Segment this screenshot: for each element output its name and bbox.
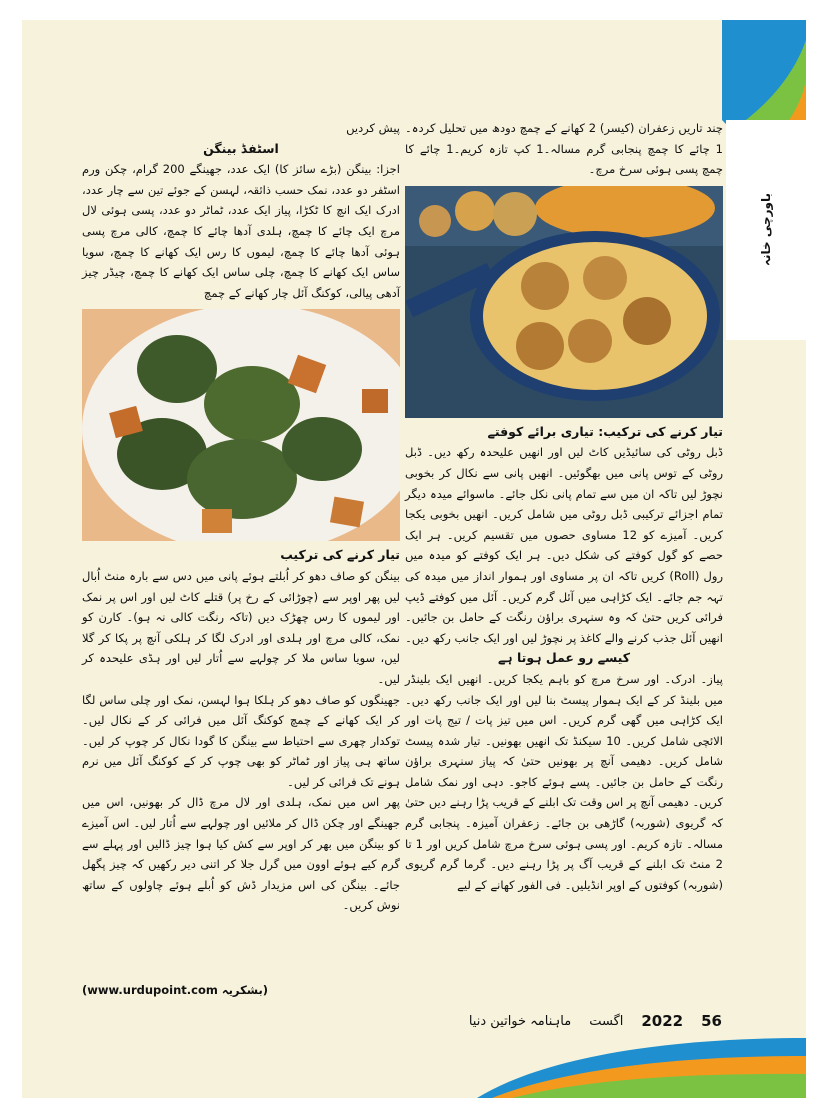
section-label: باورچی خانہ (759, 193, 773, 267)
magazine-name: ماہنامہ خواتین دنیا (468, 1013, 572, 1029)
page-footer (462, 1006, 722, 1036)
left-column (82, 118, 400, 916)
ingredients-continued: چند تاریں زعفران (کیسر) 2 کھانے کے چمچ دودھ میں تحلیل کردہ۔1 چائے کا چمچ پنجابی گرم مسالہ۔1 کپ تازہ کریم۔1 چائے کا چمچ پسی ہوئی سرخ مرچ۔ (405, 121, 723, 177)
brinjal-method-step-1: بینگن کو صاف دھو کر اُبلتے ہوئے پانی میں دس سے بارہ منٹ اُبال لیں پھر اوپر سے (چوڑائی کے رخ پر) قتلے کاٹ لیں اور اس پر نمک اور لیموں کا رس چھڑک دیں (تاکہ رنگت کالی نہ ہو)۔ کارن کو نمک، کالی مرچ اور ہلدی اور ادرک لگا کر ہلکی آنچ پر پکا کر گلا لیں، سویا ساس ملا کر چولہے سے اُتار لیں اور ہڈی علیحدہ کر لیں۔ (82, 568, 400, 686)
dish-title: اسٹفڈ بینگن (203, 140, 279, 156)
brinjal-method-step-3: پھر اس میں نمک، ہلدی اور لال مرچ ڈال کر بھونیں، اس میں جھینگے اور چکن ڈال کر ملائیں اور چولہے سے اُتار لیں۔ اس آمیزے کو بینگن میں بھر کر اوپر سے کش کیا ہوا چیز ڈالیں اور پہلے سے گرم کیے ہوئے اوون میں گرل جلا کر اتنی دیر رکھیں کہ چیز پگھل جائے۔ بینگن کی اس مزیدار ڈش کو اُبلے ہوئے چاولوں کے ساتھ نوش کریں۔ (82, 795, 400, 913)
stuffed-brinjal-ingredients: اجزا: بینگن (بڑے سائز کا) ایک عدد، جھینگے 200 گرام، چکن ورم اسٹفر دو عدد، نمک حسب ذائقہ، لہسن کے جوئے تین سے چار عدد، ادرک ایک انچ کا ٹکڑا، پیاز ایک عدد، ٹماٹر دو عدد، پسی ہوئی لال مرچ ایک چائے کا چمچ، ہلدی آدھا چائے کا چمچ، کالی مرچ پسی ہوئی آدھا چائے کا چمچ، لیموں کا رس ایک کھانے کا چمچ، سویا ساس ایک کھانے کا چمچ، چلی ساس ایک کھانے کا چمچ، چیڈر چیز آدھی پیالی، کوکنگ آئل چار کھانے کے چمچ (82, 162, 400, 300)
issue-year: 2022 (641, 1012, 684, 1030)
source-credit: (www.urdupoint.com بشکریہ) (82, 983, 269, 997)
gravy-process-heading: کیسے رو عمل ہوتا ہے (497, 650, 631, 666)
section-side-tab (726, 120, 806, 340)
issue-month: اگست (589, 1013, 624, 1029)
brinjal-method-heading: تیار کرنے کی ترکیب (280, 547, 400, 563)
magazine-page (22, 20, 806, 1098)
right-column (405, 118, 723, 895)
stuffed-brinjal-photo (82, 309, 400, 541)
page-number: 56 (701, 1012, 722, 1030)
kofta-method-text: ڈبل روٹی کی سائیڈیں کاٹ لیں اور انھیں علیحدہ رکھ دیں۔ ڈبل روٹی کے توس پانی میں بھگوئیں۔ انھیں پانی سے نکال کر بخوبی نچوڑ لیں تاکہ ان میں سے تمام پانی نکل جائے۔ ماسوائے میدہ دیگر تمام اجزائے ترکیبی ڈبل روٹی میں شامل کریں۔ انھیں بخوبی یکجا کریں۔ آمیزے کو 12 مساوی حصوں میں تقسیم کریں۔ ہر ایک حصے کو گول کوفتے کی شکل دیں۔ ہر ایک کوفتے کو میدہ میں رول (Roll) کریں تاکہ ان پر مساوی اور ہموار انداز میں میدہ کی تہہ جم جائے۔ ایک کڑاہی میں آئل گرم کریں۔ آئل میں کوفتے ڈیپ فرائی کریں حتیٰ کہ وہ سنہری براؤن رنگت کے حامل بن جائیں۔ انھیں آئل جذب کرنے والے کاغذ پر نچوڑ لیں اور ایک جانب رکھ دیں۔ (405, 445, 724, 645)
gravy-process-text: پیاز۔ ادرک۔ اور سرخ مرچ کو باہم یکجا کریں۔ انھیں ایک بلینڈر میں بلینڈ کر کے ایک ہموار پیسٹ بنا لیں اور ایک جانب رکھ دیں۔ ایک کڑاہی میں گھی گرم کریں۔ اس میں تیز پات / تیج پات اور الائچی شامل کریں۔ 10 سیکنڈ تک انھیں بھونیں۔ تیار شدہ پیسٹ شامل کریں۔ دھیمی آنچ پر بھونیں حتیٰ کہ پیاز سنہری براؤن رنگت کے حامل بن جائیں۔ پسے ہوئے کاجو۔ دہی اور نمک شامل کریں۔ دھیمی آنچ پر اس وقت تک ابلنے کے قریب پڑا رہنے دیں حتیٰ کہ گریوی (شوربہ) گاڑھی بن جائے۔ زعفران آمیزہ۔ پنجابی گرم مسالہ۔ تازہ کریم۔ اور پسی ہوئی سرخ مرچ شامل کریں اور 1 تا 2 منٹ تک ابلنے کے قریب آگ پر پڑا رہنے دیں۔ گرما گرم گریوی (شوربہ) کوفتوں کے اوپر انڈیلیں۔ فی الفور کھانے کے لیے (405, 671, 724, 892)
serve-line: پیش کردیں (346, 121, 400, 135)
brinjal-method-step-2: جھینگوں کو صاف دھو کر ہلکا ہوا لہسن، نمک اور چلی ساس لگا کر ایک کھانے کے چمچ کوکنگ آئل میں فرائی کر کے نکال لیں۔ توکدار چھری سے احتیاط سے بینگن کا گودا نکال کر چوپ کر لیں۔ ساتھ ہی پیاز اور ٹماٹر کو بھی چوپ کر کے کوکنگ آئل میں نرم ہونے تک فرائی کر لیں۔ (82, 692, 400, 789)
kofta-curry-photo (405, 186, 723, 418)
kofta-method-heading: تیار کرنے کی ترکیب: تیاری برائے کوفتے (487, 423, 723, 439)
